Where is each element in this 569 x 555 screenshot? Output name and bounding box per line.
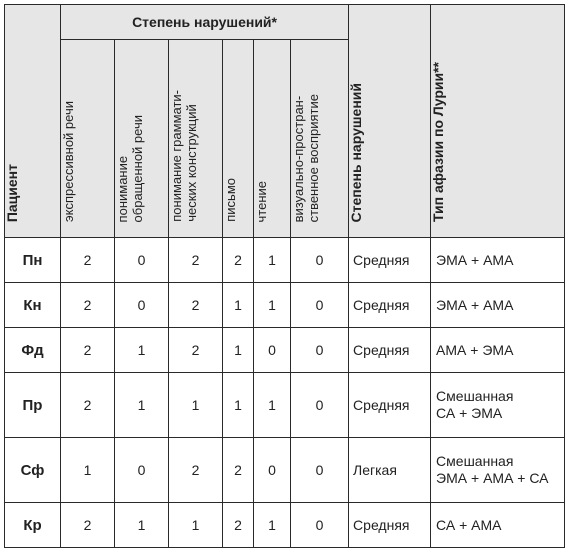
score-cell: 2 <box>61 503 115 548</box>
sub-header-line: визуально-простран- <box>291 95 306 222</box>
aphasia-type-line: СА + АМА <box>436 516 502 533</box>
patient-cell: Пн <box>5 238 61 283</box>
sub-header-line: понимание <box>115 155 130 222</box>
score-cell: 1 <box>115 373 169 438</box>
table-row <box>5 438 565 503</box>
aphasia-type-line: ЭМА + АМА <box>436 296 514 313</box>
sub-header-line: ственное восприятие <box>306 93 321 222</box>
sub-header-line: понимание граммати- <box>169 90 184 222</box>
score-cell: 0 <box>115 283 169 328</box>
degree-cell: Средняя <box>349 238 431 283</box>
aphasia-type-cell <box>431 283 565 328</box>
aphasia-type-line: СА + ЭМА <box>436 405 503 421</box>
sub-header-text <box>223 168 238 232</box>
score-cell: 0 <box>291 503 349 548</box>
patient-cell: Кн <box>5 283 61 328</box>
score-cell: 2 <box>169 238 223 283</box>
patient-cell: Кр <box>5 503 61 548</box>
sub-header-speech-comprehension <box>115 40 169 238</box>
table-body <box>5 238 565 548</box>
score-cell: 2 <box>169 283 223 328</box>
sub-header-line: экспрессивной речи <box>61 101 76 222</box>
patient-cell: Сф <box>5 438 61 503</box>
score-cell: 2 <box>61 328 115 373</box>
aphasia-type-line: ЭМА + АМА <box>436 251 514 268</box>
table-row <box>5 328 565 373</box>
sub-header-text <box>254 171 269 232</box>
aphasia-type-cell <box>431 503 565 548</box>
sub-header-line: письмо <box>223 178 238 222</box>
score-cell: 0 <box>291 373 349 438</box>
sub-header-expressive-speech <box>61 40 115 238</box>
score-cell: 2 <box>223 503 254 548</box>
aphasia-table <box>4 4 565 548</box>
score-cell: 0 <box>115 238 169 283</box>
score-cell: 1 <box>254 373 291 438</box>
table-row <box>5 238 565 283</box>
score-cell: 0 <box>115 438 169 503</box>
degree-cell: Средняя <box>349 373 431 438</box>
score-cell: 1 <box>115 503 169 548</box>
aphasia-type-line: ЭМА + АМА + СА <box>436 470 549 486</box>
aphasia-type-cell <box>431 373 565 438</box>
score-cell: 1 <box>169 503 223 548</box>
sub-header-line: чтение <box>254 180 269 222</box>
score-cell: 1 <box>169 373 223 438</box>
score-cell: 2 <box>169 328 223 373</box>
sub-header-text <box>291 84 321 232</box>
patient-cell: Фд <box>5 328 61 373</box>
score-cell: 2 <box>61 373 115 438</box>
score-cell: 0 <box>291 238 349 283</box>
score-cell: 1 <box>254 503 291 548</box>
sub-header-writing <box>223 40 254 238</box>
score-cell: 1 <box>223 328 254 373</box>
patient-cell: Пр <box>5 373 61 438</box>
violation-degree-group-header: Степень нарушений* <box>61 5 349 40</box>
degree-cell: Средняя <box>349 503 431 548</box>
score-cell: 0 <box>254 328 291 373</box>
degree-header <box>349 5 431 238</box>
score-cell: 1 <box>115 328 169 373</box>
aphasia-type-cell <box>431 238 565 283</box>
aphasia-type-line: Смешанная <box>436 453 514 469</box>
table-row <box>5 503 565 548</box>
sub-header-text <box>169 80 199 232</box>
score-cell: 0 <box>291 438 349 503</box>
aphasia-type-header-text: Тип афазии по Лурии** <box>430 61 447 222</box>
score-cell: 1 <box>61 438 115 503</box>
score-cell: 2 <box>169 438 223 503</box>
degree-cell: Средняя <box>349 328 431 373</box>
degree-cell: Легкая <box>349 438 431 503</box>
score-cell: 0 <box>291 283 349 328</box>
patient-header-text: Пациент <box>4 163 20 222</box>
table-row <box>5 373 565 438</box>
score-cell: 1 <box>223 373 254 438</box>
score-cell: 2 <box>223 238 254 283</box>
score-cell: 2 <box>61 238 115 283</box>
patient-header <box>5 5 61 238</box>
degree-cell: Средняя <box>349 283 431 328</box>
aphasia-type-cell <box>431 438 565 503</box>
score-cell: 2 <box>61 283 115 328</box>
sub-header-text <box>61 91 76 232</box>
degree-header-text: Степень нарушений <box>348 82 365 222</box>
aphasia-type-line: Смешанная <box>436 388 514 404</box>
aphasia-type-cell <box>431 328 565 373</box>
aphasia-type-line: АМА + ЭМА <box>436 341 514 358</box>
score-cell: 1 <box>254 283 291 328</box>
score-cell: 2 <box>223 438 254 503</box>
sub-header-line: обращенной речи <box>130 114 145 222</box>
aphasia-table-container <box>4 4 565 548</box>
sub-header-grammar-comprehension <box>169 40 223 238</box>
table-row <box>5 283 565 328</box>
score-cell: 0 <box>254 438 291 503</box>
score-cell: 1 <box>254 238 291 283</box>
sub-header-text <box>115 105 145 232</box>
score-cell: 1 <box>223 283 254 328</box>
sub-header-reading <box>254 40 291 238</box>
aphasia-type-header <box>431 5 565 238</box>
sub-header-line: ческих конструкций <box>184 104 199 222</box>
sub-header-visuospatial <box>291 40 349 238</box>
score-cell: 0 <box>291 328 349 373</box>
